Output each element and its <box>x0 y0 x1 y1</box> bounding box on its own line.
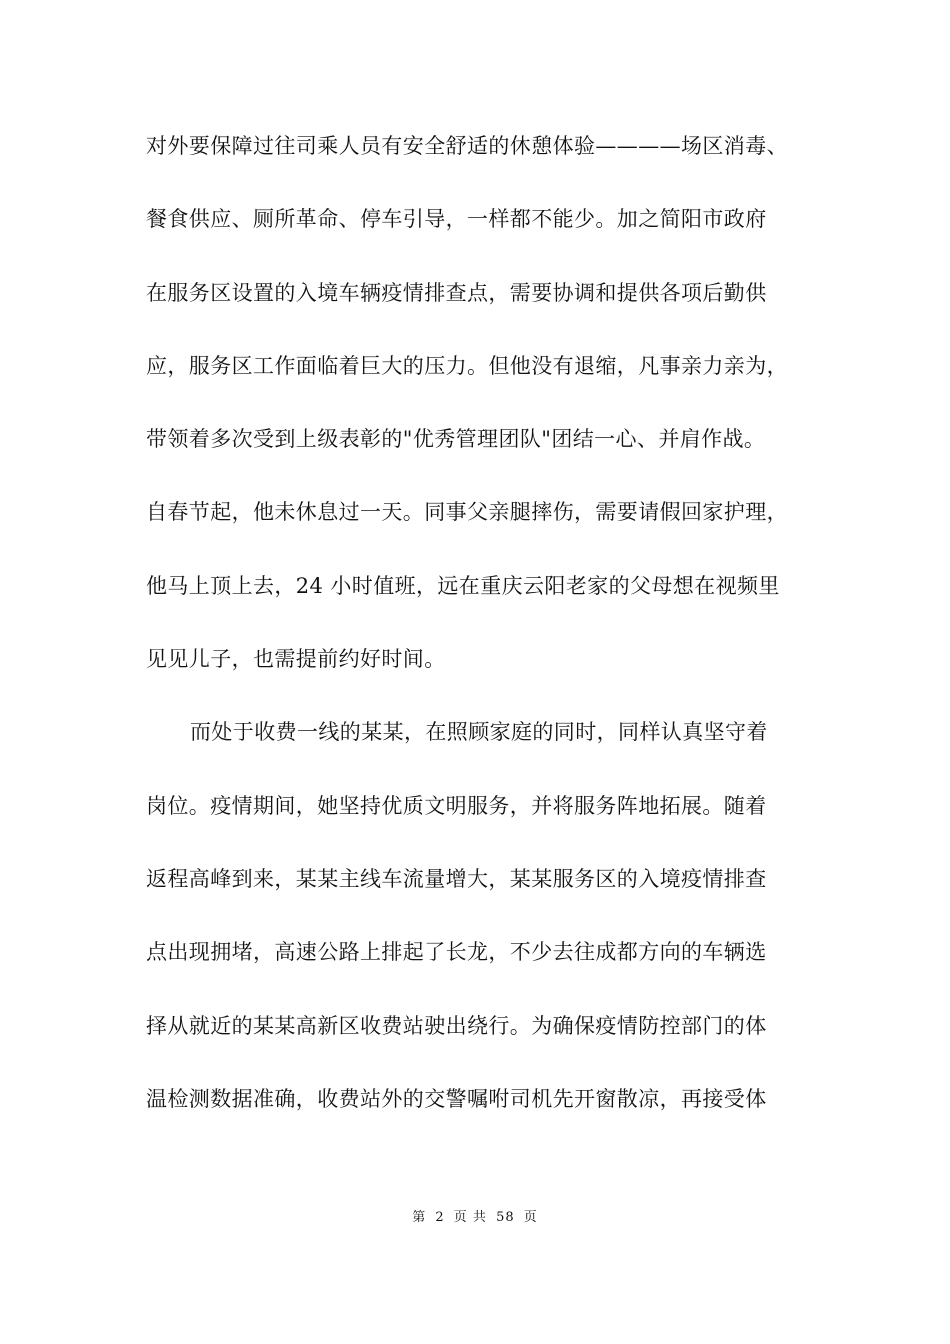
text-line-1: 对外要保障过往司乘人员有安全舒适的休憩体验————场区消毒、 <box>146 134 788 158</box>
body-text <box>146 127 836 1153</box>
text-line-14: 温检测数据准确，收费站外的交警嘱咐司机先开窗散凉，再接受体 <box>146 1086 767 1111</box>
text-line-10: 岗位。疫情期间，她坚持优质文明服务，并将服务阵地拓展。随着 <box>146 793 767 818</box>
footer-page-number: 2 <box>435 1210 445 1225</box>
footer-total-pages: 58 <box>496 1210 515 1225</box>
text-line-13: 择从就近的某某高新区收费站驶出绕行。为确保疫情防控部门的体 <box>146 1013 767 1038</box>
text-line-11: 返程高峰到来，某某主线车流量增大，某某服务区的入境疫情排查 <box>146 866 767 891</box>
footer-suffix: 页 <box>523 1210 538 1225</box>
text-line-6: 自春节起，他未休息过一天。同事父亲腿摔伤，需要请假回家护理， <box>146 500 788 525</box>
text-line-12: 点出现拥堵，高速公路上排起了长龙，不少去往成都方向的车辆选 <box>146 940 767 965</box>
text-line-4: 应，服务区工作面临着巨大的压力。但他没有退缩，凡事亲力亲为， <box>146 353 788 378</box>
text-line-3: 在服务区设置的入境车辆疫情排查点，需要协调和提供各项后勤供 <box>146 280 767 305</box>
text-line-7: 他马上顶上去，24 小时值班，远在重庆云阳老家的父母想在视频里 <box>146 573 780 598</box>
page-footer <box>0 1206 950 1225</box>
text-line-8: 见见儿子，也需提前约好时间。 <box>146 647 446 672</box>
text-line-9: 而处于收费一线的某某，在照顾家庭的同时，同样认真坚守着 <box>190 720 768 745</box>
text-line-2: 餐食供应、厕所革命、停车引导，一样都不能少。加之简阳市政府 <box>146 207 767 232</box>
footer-mid: 页 共 <box>453 1210 487 1225</box>
footer-prefix: 第 <box>412 1210 427 1225</box>
text-line-5: 带领着多次受到上级表彰的"优秀管理团队"团结一心、并肩作战。 <box>146 427 766 452</box>
